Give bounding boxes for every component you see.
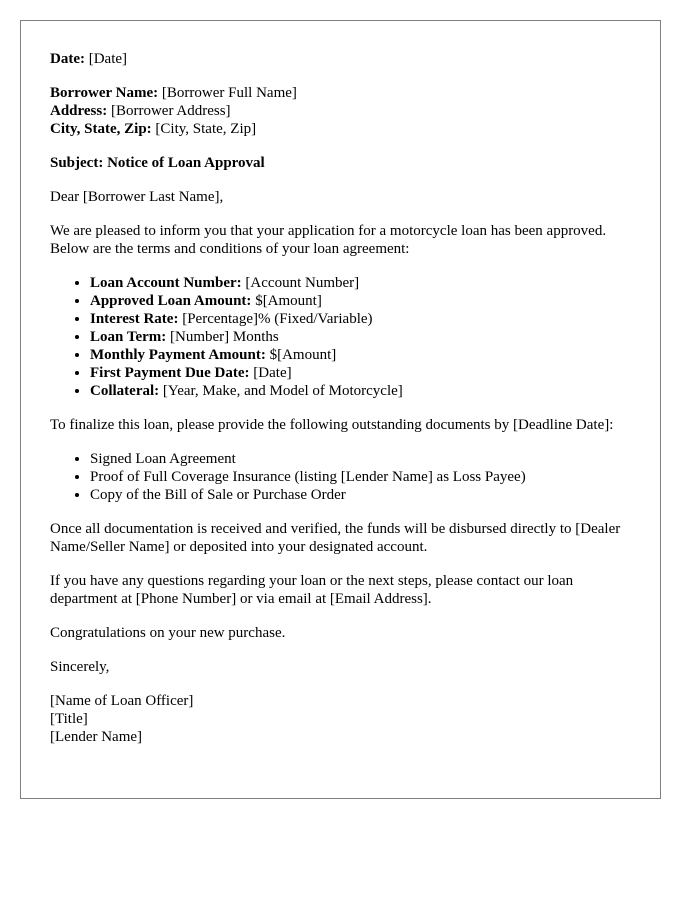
date-value: [Date] bbox=[88, 51, 128, 67]
signature-name: [Name of Loan Officer] bbox=[50, 693, 194, 709]
term-value: [Account Number] bbox=[245, 275, 360, 291]
term-value: $[Amount] bbox=[269, 347, 337, 363]
subject-text: Subject: Notice of Loan Approval bbox=[50, 155, 265, 171]
term-value: [Year, Make, and Model of Motorcycle] bbox=[162, 383, 403, 399]
loan-terms-list bbox=[50, 274, 631, 400]
signature-title: [Title] bbox=[50, 711, 88, 727]
closing-line: Sincerely, bbox=[50, 659, 110, 675]
intro-paragraph: We are pleased to inform you that your application for a motorcycle loan has been approved. Below are the terms and conditions of your loan agreement: bbox=[50, 223, 607, 257]
term-item bbox=[90, 328, 631, 346]
documents-list bbox=[50, 450, 631, 504]
term-label: Loan Term: bbox=[90, 329, 167, 345]
term-item bbox=[90, 364, 631, 382]
questions-paragraph: If you have any questions regarding your loan or the next steps, please contact our loan department at [Phone Number] or via email at [Email Address]. bbox=[50, 573, 574, 607]
date-label: Date: bbox=[50, 51, 85, 67]
address-label: Address: bbox=[50, 103, 108, 119]
borrower-name-line bbox=[50, 84, 631, 102]
document-item: • Signed Loan Agreement bbox=[90, 450, 631, 468]
disbursement-paragraph: Once all documentation is received and verified, the funds will be disbursed directly to [Dealer Name/Seller Name] or deposited into your designated account. bbox=[50, 521, 621, 555]
signature-lender: [Lender Name] bbox=[50, 729, 143, 745]
city-label: City, State, Zip: bbox=[50, 121, 152, 137]
borrower-name-label: Borrower Name: bbox=[50, 85, 159, 101]
term-value: [Percentage]% (Fixed/Variable) bbox=[182, 311, 373, 327]
term-value: [Date] bbox=[253, 365, 292, 381]
term-label: Loan Account Number: bbox=[90, 275, 242, 291]
recipient-block bbox=[50, 84, 631, 138]
term-item bbox=[90, 274, 631, 292]
date-line bbox=[50, 50, 631, 68]
document-item: • Proof of Full Coverage Insurance (listing [Lender Name] as Loss Payee) bbox=[90, 468, 631, 486]
term-label: Interest Rate: bbox=[90, 311, 179, 327]
document-item: • Copy of the Bill of Sale or Purchase Order bbox=[90, 486, 631, 504]
term-value: $[Amount] bbox=[255, 293, 322, 309]
term-label: First Payment Due Date: bbox=[90, 365, 250, 381]
term-label: Monthly Payment Amount: bbox=[90, 347, 266, 363]
term-value: [Number] Months bbox=[170, 329, 279, 345]
term-item bbox=[90, 310, 631, 328]
signature-block bbox=[50, 692, 631, 746]
address-line bbox=[50, 102, 631, 120]
congratulations-paragraph: Congratulations on your new purchase. bbox=[50, 625, 286, 641]
term-label: Approved Loan Amount: bbox=[90, 293, 252, 309]
term-item bbox=[90, 292, 631, 310]
letter-document bbox=[20, 20, 661, 799]
term-item bbox=[90, 382, 631, 400]
city-line bbox=[50, 120, 631, 138]
city-value: [City, State, Zip] bbox=[155, 121, 257, 137]
term-label: Collateral: bbox=[90, 383, 160, 399]
salutation: Dear [Borrower Last Name], bbox=[50, 189, 224, 205]
documents-intro-paragraph: To finalize this loan, please provide the following outstanding documents by [Deadline Date]: bbox=[50, 417, 614, 433]
subject-line bbox=[50, 154, 631, 172]
term-item bbox=[90, 346, 631, 364]
address-value: [Borrower Address] bbox=[110, 103, 231, 119]
borrower-name-value: [Borrower Full Name] bbox=[161, 85, 297, 101]
